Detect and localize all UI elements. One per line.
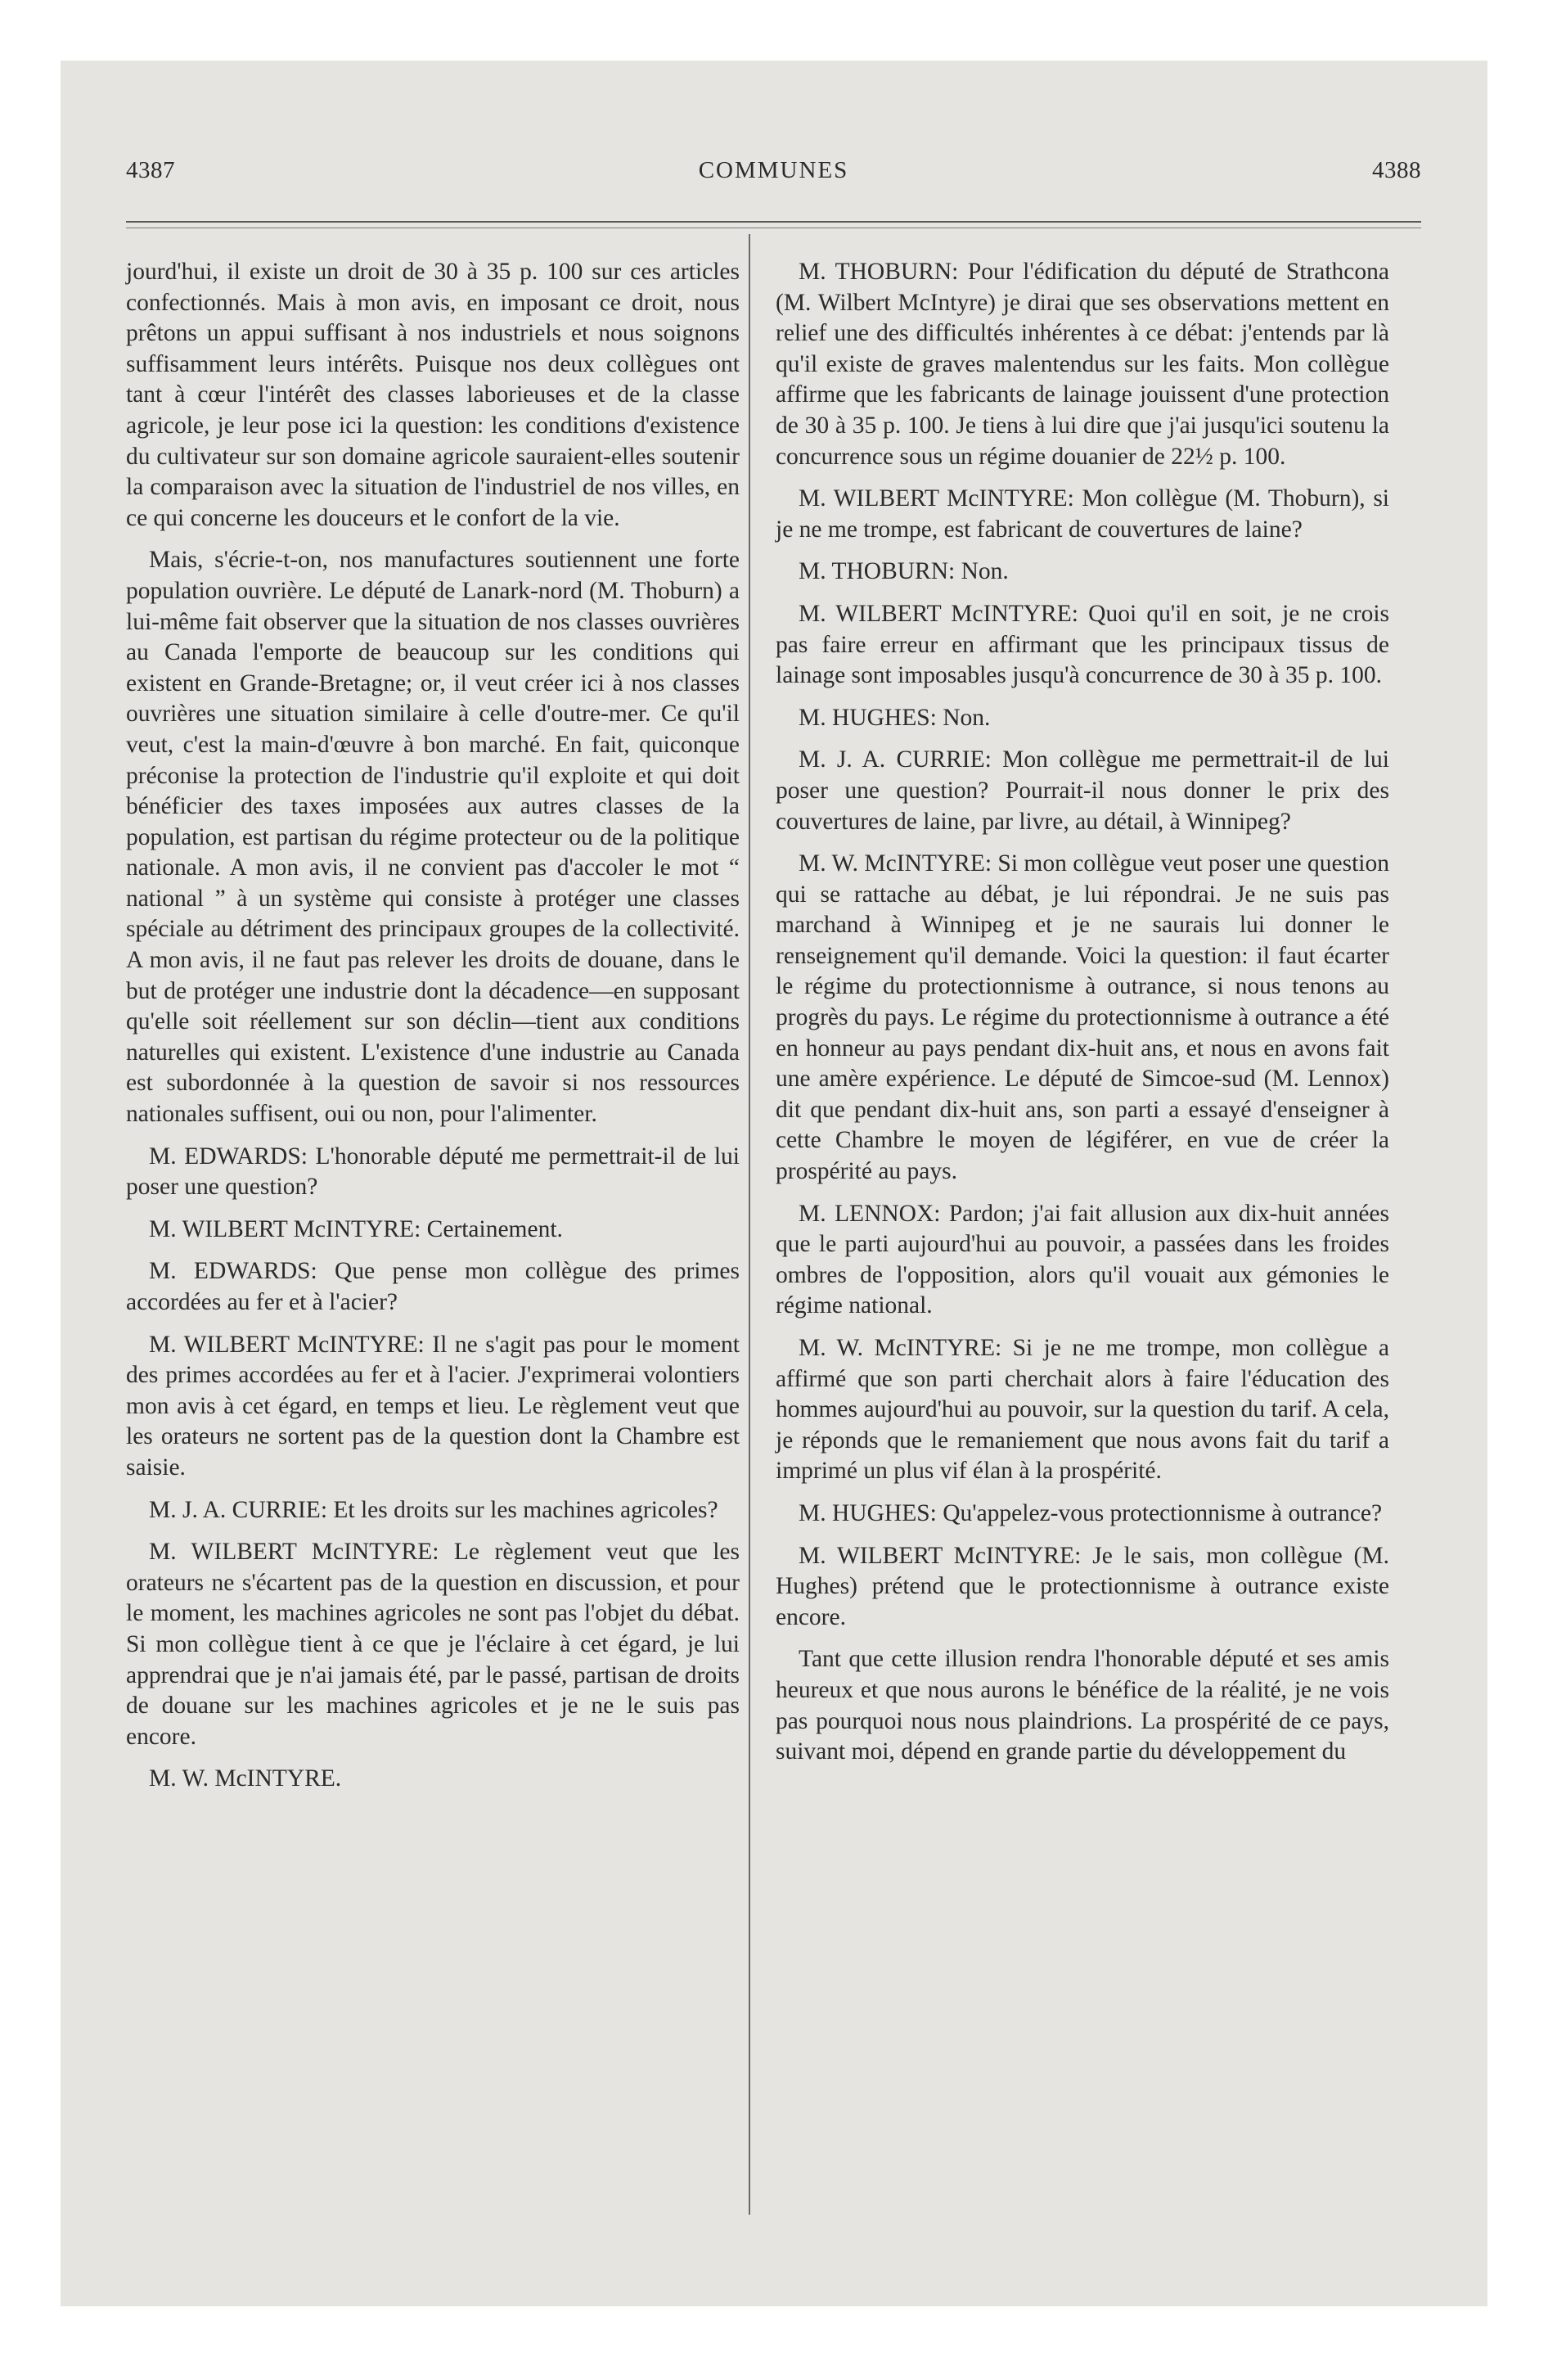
paragraph: M. J. A. CURRIE: Mon collègue me permettrait-il de lui poser une question? Pourrait-il nous donner le prix des couvertures de laine, par livre, au détail, à Winnipeg?: [776, 746, 1389, 835]
column-divider: [749, 234, 750, 2215]
paragraph: M. WILBERT McINTYRE: Le règlement veut que les orateurs ne s'écartent pas de la question en discussion, et pour le moment, les machines agricoles ne sont pas l'objet du débat. Si mon collègue tient à ce que je l'éclaire à cet égard, je lui apprendrai que je n'ai jamais été, par le passé, partisan de droits de douane sur les machines agricoles et je ne le suis pas encore.: [126, 1539, 740, 1750]
paragraph: M. W. McINTYRE.: [149, 1765, 342, 1792]
paragraph: M. WILBERT McINTYRE: Mon collègue (M. Thoburn), si je ne me trompe, est fabricant de couvertures de laine?: [776, 485, 1389, 543]
paragraph: Mais, s'écrie-t-on, nos manufactures soutiennent une forte population ouvrière. Le député de Lanark-nord (M. Thoburn) a lui-même fait observer que la situation de nos classes ouvrières au Canada l'emporte de beaucoup sur les conditions qui existent en Grande-Bretagne; or, il veut créer ici à nos classes ouvrières une situation similaire à celle d'outre-mer. Ce qu'il veut, c'est la main-d'œuvre à bon marché. En fait, quiconque préconise la protection de l'industrie qu'il exploite et qui doit bénéficier des taxes imposées aux autres classes de la population, est partisan du régime protecteur ou de la politique nationale. A mon avis, il ne convient pas d'accoler le mot “ national ” à un système qui consiste à protéger une classes spéciale au détriment des principaux groupes de la collectivité. A mon avis, il ne faut pas relever les droits de douane, dans le but de protéger une industrie dont la décadence—en supposant qu'elle soit réellement sur son déclin—tient aux conditions naturelles qui existent. L'existence d'une industrie au Canada est subordonnée à la question de savoir si nos ressources nationales suffisent, oui ou non, pour l'alimenter.: [126, 547, 740, 1128]
document-page: [61, 61, 1487, 2306]
paragraph: M. EDWARDS: Que pense mon collègue des primes accordées au fer et à l'acier?: [126, 1258, 740, 1315]
paragraph: M. HUGHES: Qu'appelez-vous protectionnisme à outrance?: [799, 1499, 1383, 1526]
paragraph: M. WILBERT McINTYRE: Je le sais, mon collègue (M. Hughes) prétend que le protectionnisme à outrance existe encore.: [776, 1542, 1389, 1630]
paragraph: M. W. McINTYRE: Si mon collègue veut poser une question qui se rattache au débat, je lui répondrai. Je ne suis pas marchand à Winnipeg et je ne saurais lui donner le renseignement qu'il demande. Voici la question: il faut écarter le régime du protectionnisme à outrance, si nous tenons au progrès du pays. Le régime du protectionnisme à outrance a été en honneur au pays pendant dix-huit ans, et nous en avons fait une amère expérience. Le député de Simcoe-sud (M. Lennox) dit que pendant dix-huit ans, son parti a essayé d'enseigner à cette Chambre le moyen de légiférer, en vue de créer la prospérité au pays.: [776, 850, 1389, 1185]
paragraph: M. W. McINTYRE: Si je ne me trompe, mon collègue a affirmé que son parti cherchait alors à faire l'éducation des hommes aujourd'hui au pouvoir, sur la question du tarif. A cela, je réponds que le remaniement que nous avons fait du tarif a imprimé un plus vif élan à la prospérité.: [776, 1335, 1389, 1485]
paragraph: M. WILBERT McINTYRE: Certainement.: [149, 1215, 563, 1242]
paragraph: Tant que cette illusion rendra l'honorable député et ses amis heureux et que nous aurons le bénéfice de la réalité, je ne vois pas pourquoi nous nous plaindrions. La prospérité de ce pays, suivant moi, dépend en grande partie du développement du: [776, 1646, 1389, 1765]
paragraph: jourd'hui, il existe un droit de 30 à 35 p. 100 sur ces articles confectionnés. Mais à mon avis, en imposant ce droit, nous prêtons un appui suffisant à nos industriels et nous soignons suffisamment leurs intérêts. Puisque nos deux collègues ont tant à cœur l'intérêt des classes laborieuses et de la classe agricole, je leur pose ici la question: les conditions d'existence du cultivateur sur son domaine agricole sauraient-elles soutenir la comparaison avec la situation de l'industriel de nos villes, en ce qui concerne les douceurs et le confort de la vie.: [126, 259, 740, 531]
right-column: [776, 257, 1389, 1779]
paragraph: M. THOBURN: Pour l'édification du député de Strathcona (M. Wilbert McIntyre) je dirai que ses observations mettent en relief une des difficultés inhérentes à ce débat: j'entends par là qu'il existe de graves malentendus sur les faits. Mon collègue affirme que les fabricants de lainage jouissent d'une protection de 30 à 35 p. 100. Je tiens à lui dire que j'ai jusqu'ici soutenu la concurrence sous un régime douanier de 22½ p. 100.: [776, 259, 1389, 470]
paragraph: M. J. A. CURRIE: Et les droits sur les machines agricoles?: [149, 1496, 718, 1523]
paragraph: M. THOBURN: Non.: [799, 558, 1009, 585]
paragraph: M. WILBERT McINTYRE: Il ne s'agit pas pour le moment des primes accordées au fer et à l'acier. J'exprimerai volontiers mon avis à cet égard, en temps et lieu. Le règlement veut que les orateurs ne sortent pas de la question dont la Chambre est saisie.: [126, 1331, 740, 1481]
page-header: [126, 157, 1421, 190]
left-column: [126, 257, 740, 1806]
page-number-right: 4388: [1372, 157, 1421, 183]
paragraph: M. HUGHES: Non.: [799, 704, 991, 731]
running-title: COMMUNES: [698, 157, 849, 183]
header-rule: [126, 221, 1421, 228]
paragraph: M. WILBERT McINTYRE: Quoi qu'il en soit, je ne crois pas faire erreur en affirmant que les principaux tissus de lainage sont imposables jusqu'à concurrence de 30 à 35 p. 100.: [776, 600, 1389, 689]
paragraph: M. EDWARDS: L'honorable député me permettrait-il de lui poser une question?: [126, 1143, 740, 1201]
paragraph: M. LENNOX: Pardon; j'ai fait allusion aux dix-huit années que le parti aujourd'hui au pouvoir, a passées dans les froides ombres de l'opposition, alors qu'il vouait aux gémonies le régime national.: [776, 1200, 1389, 1319]
page-number-left: 4387: [126, 157, 175, 183]
